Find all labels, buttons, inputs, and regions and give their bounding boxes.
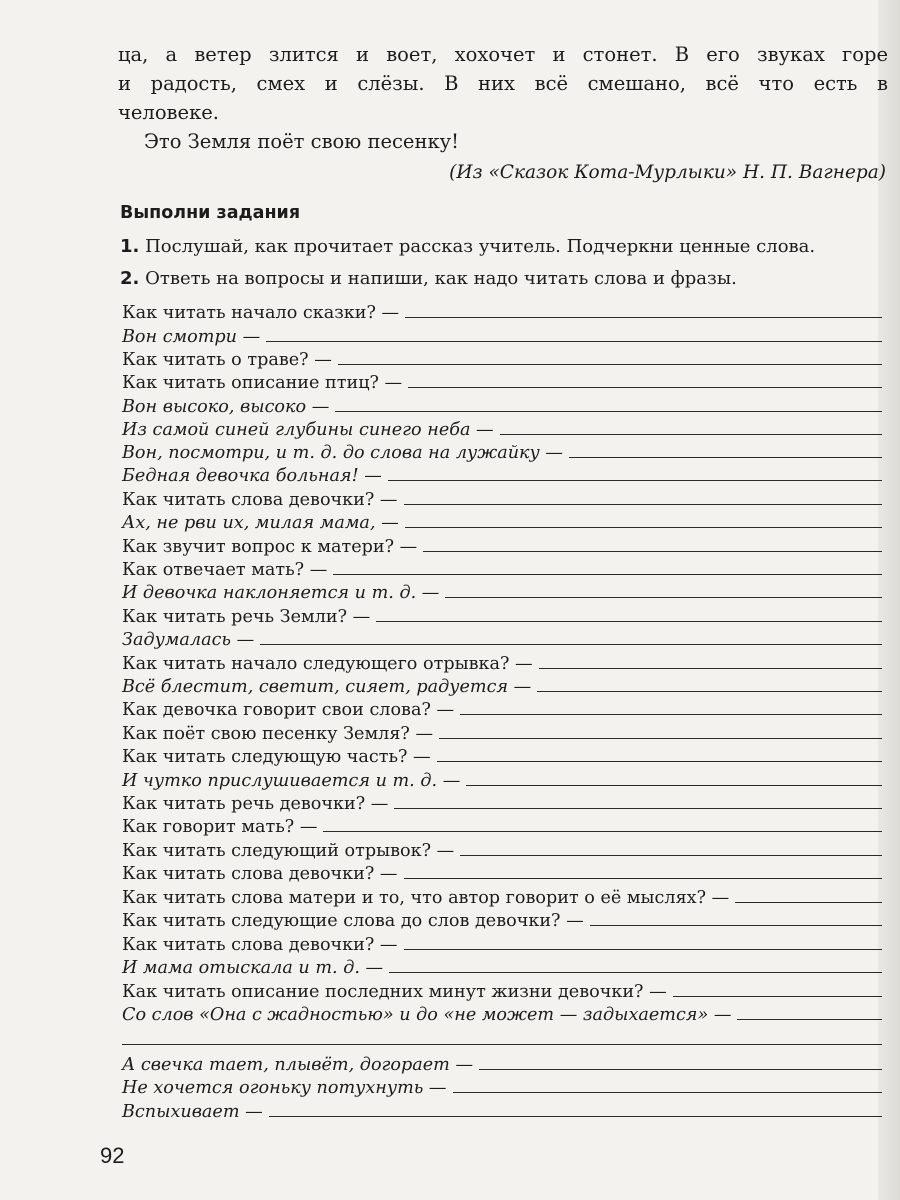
- question-text: Задумалась —: [122, 630, 255, 650]
- question-row: [122, 840, 882, 863]
- question-row: [122, 910, 882, 933]
- question-text: Вспыхивает —: [122, 1102, 263, 1122]
- question-row: [122, 770, 882, 793]
- question-row: [122, 536, 882, 559]
- answer-line[interactable]: [673, 982, 882, 997]
- question-row: [122, 723, 882, 746]
- question-row: [122, 629, 882, 652]
- question-text: Из самой синей глубины синего неба —: [122, 420, 494, 440]
- answer-line[interactable]: [404, 864, 882, 879]
- answer-line[interactable]: [539, 654, 882, 669]
- answer-line[interactable]: [405, 513, 882, 528]
- answer-line[interactable]: [408, 373, 882, 388]
- answer-line[interactable]: [333, 560, 882, 575]
- question-text: Как поёт свою песенку Земля? —: [122, 724, 434, 744]
- question-row: [122, 396, 882, 419]
- question-text: Как читать следующую часть? —: [122, 747, 431, 767]
- question-text: Как читать начало сказки? —: [122, 303, 400, 323]
- question-row: [122, 863, 882, 886]
- question-text: Как читать следующий отрывок? —: [122, 841, 455, 861]
- answer-line[interactable]: [460, 700, 882, 715]
- answer-line[interactable]: [479, 1055, 882, 1070]
- task-2: [120, 268, 737, 289]
- question-row: [122, 326, 882, 349]
- question-row: [122, 372, 882, 395]
- question-row: [122, 606, 882, 629]
- question-text: Вон смотри —: [122, 327, 261, 347]
- question-row: [122, 934, 882, 957]
- question-text: Как девочка говорит свои слова? —: [122, 700, 455, 720]
- answer-line[interactable]: [423, 537, 882, 552]
- task-1: [120, 236, 815, 257]
- task-number: 2.: [120, 268, 140, 289]
- question-text: Как читать речь Земли? —: [122, 607, 371, 627]
- story-excerpt: [118, 40, 888, 187]
- question-text: Как читать начало следующего отрывка? —: [122, 654, 533, 674]
- question-row: [122, 816, 882, 839]
- question-row: [122, 1004, 882, 1027]
- question-text: Как говорит мать? —: [122, 817, 318, 837]
- answer-line[interactable]: [269, 1102, 882, 1117]
- question-text: И девочка наклоняется и т. д. —: [122, 583, 440, 603]
- story-line: и радость, смех и слёзы. В них всё смешано, всё что есть в: [118, 72, 888, 95]
- answer-line[interactable]: [590, 911, 882, 926]
- question-row: [122, 887, 882, 910]
- story-line: ца, а ветер злится и воет, хохочет и стонет. В его звуках горе: [118, 43, 888, 66]
- answer-line[interactable]: [466, 771, 882, 786]
- question-row: [122, 1054, 882, 1077]
- question-text: Как читать речь девочки? —: [122, 794, 389, 814]
- question-text: Ах, не рви их, милая мама, —: [122, 513, 399, 533]
- answer-line[interactable]: [737, 1005, 882, 1020]
- question-text: А свечка тает, плывёт, догорает —: [122, 1055, 474, 1075]
- question-row: [122, 676, 882, 699]
- question-text: И мама отыскала и т. д. —: [122, 958, 384, 978]
- question-row: [122, 302, 882, 325]
- question-text: И чутко прислушивается и т. д. —: [122, 771, 461, 791]
- question-text: Как отвечает мать? —: [122, 560, 328, 580]
- answer-line[interactable]: [376, 607, 882, 622]
- task-number: 1.: [120, 236, 140, 257]
- question-text: Со слов «Она с жадностью» и до «не может — задыхается» —: [122, 1005, 732, 1025]
- answer-line[interactable]: [338, 350, 882, 365]
- section-heading: Выполни задания: [120, 203, 301, 223]
- question-row: [122, 582, 882, 605]
- answer-line[interactable]: [500, 420, 882, 435]
- question-row: [122, 419, 882, 442]
- story-closing-line: Это Земля поёт свою песенку!: [144, 130, 459, 153]
- answer-line-blank[interactable]: [122, 1044, 882, 1045]
- answer-line[interactable]: [537, 677, 882, 692]
- question-row: [122, 653, 882, 676]
- answer-line[interactable]: [260, 630, 882, 645]
- question-text: Как звучит вопрос к матери? —: [122, 537, 418, 557]
- answer-line[interactable]: [439, 724, 882, 739]
- question-row: [122, 981, 882, 1004]
- question-row: [122, 512, 882, 535]
- question-row: [122, 559, 882, 582]
- question-text: Вон высоко, высоко —: [122, 397, 330, 417]
- answer-line[interactable]: [569, 443, 882, 458]
- story-source: (Из «Сказок Кота-Мурлыки» Н. П. Вагнера): [449, 162, 886, 183]
- answer-line[interactable]: [335, 397, 882, 412]
- answer-line[interactable]: [389, 958, 882, 973]
- page-number: 92: [100, 1143, 125, 1168]
- question-text: Как читать слова матери и то, что автор говорит о её мыслях? —: [122, 888, 730, 908]
- answer-line[interactable]: [735, 888, 882, 903]
- answer-line[interactable]: [405, 303, 882, 318]
- answer-line[interactable]: [460, 841, 882, 856]
- question-text: Как читать слова девочки? —: [122, 935, 398, 955]
- question-text: Вон, посмотри, и т. д. до слова на лужайку —: [122, 443, 563, 463]
- answer-line[interactable]: [404, 935, 882, 950]
- answer-line[interactable]: [437, 747, 882, 762]
- question-text: Всё блестит, светит, сияет, радуется —: [122, 677, 532, 697]
- question-row: [122, 465, 882, 488]
- question-text: Как читать о траве? —: [122, 350, 332, 370]
- answer-line[interactable]: [445, 583, 882, 598]
- question-row: [122, 793, 882, 816]
- task-text: Послушай, как прочитает рассказ учитель. Подчеркни ценные слова.: [145, 236, 816, 257]
- question-row: [122, 957, 882, 980]
- answer-line[interactable]: [394, 794, 882, 809]
- story-line: человеке.: [118, 101, 220, 124]
- question-text: Как читать описание последних минут жизни девочки? —: [122, 982, 667, 1002]
- question-text: Не хочется огоньку потухнуть —: [122, 1078, 447, 1098]
- question-text: Бедная девочка больная! —: [122, 466, 382, 486]
- answer-line[interactable]: [388, 466, 882, 481]
- question-row: [122, 1077, 882, 1100]
- question-row: [122, 442, 882, 465]
- question-text: Как читать следующие слова до слов девочки? —: [122, 911, 584, 931]
- answer-line[interactable]: [404, 490, 882, 505]
- question-row: [122, 699, 882, 722]
- question-row: [122, 489, 882, 512]
- question-row: [122, 1101, 882, 1124]
- answer-line[interactable]: [323, 817, 882, 832]
- question-row: [122, 349, 882, 372]
- question-text: Как читать описание птиц? —: [122, 373, 403, 393]
- answer-line[interactable]: [453, 1078, 882, 1093]
- question-row: [122, 746, 882, 769]
- task-text: Ответь на вопросы и напиши, как надо читать слова и фразы.: [145, 268, 737, 289]
- question-text: Как читать слова девочки? —: [122, 864, 398, 884]
- answer-line[interactable]: [266, 327, 882, 342]
- question-text: Как читать слова девочки? —: [122, 490, 398, 510]
